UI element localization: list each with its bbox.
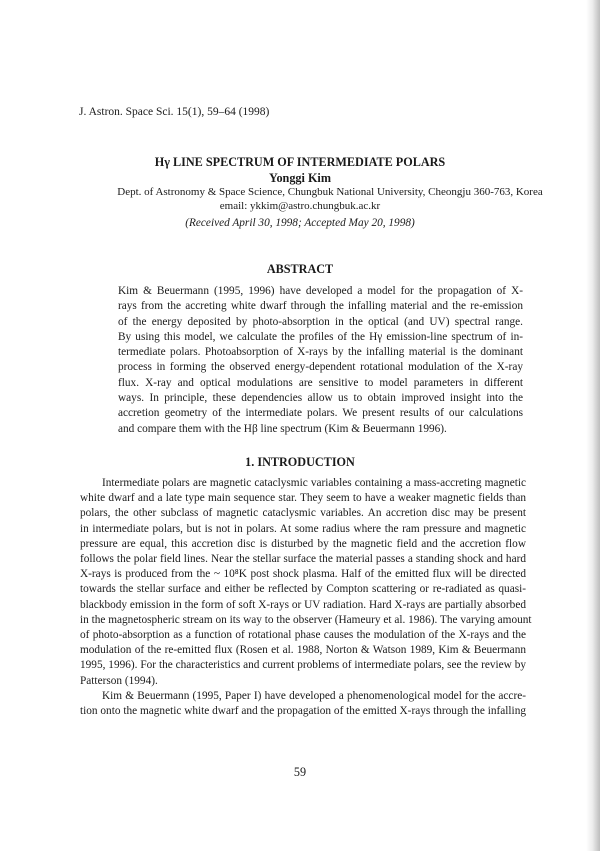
introduction-body [80, 476, 532, 719]
abstract-line: process in forming the observed energy-dependent rotational modulation of the X-ray [118, 361, 523, 374]
body-line: tion onto the magnetic white dwarf and the propagation of the emitted X-rays through the infalling [80, 705, 526, 718]
body-line: polars, the other subclass of magnetic cataclysmic variables. An accretion disc may be present [80, 507, 526, 520]
abstract-line: accretion geometry of the intermediate polars. We present results of our calculations [118, 407, 523, 420]
abstract-line: flux. X-ray and optical modulations are sensitive to model parameters in different [118, 376, 523, 389]
abstract-line: and compare them with the Hβ line spectrum (Kim & Beuermann 1996). [118, 422, 447, 435]
body-line: follows the polar field lines. Near the stellar surface the material passes a standing shock and hard [80, 553, 526, 566]
page-number: 59 [293, 765, 307, 779]
body-line: Intermediate polars are magnetic cataclysmic variables containing a mass-accreting magnetic [102, 477, 526, 489]
author-email: email: ykkim@astro.chungbuk.ac.kr [219, 200, 381, 212]
abstract-line: of the energy deposited by photo-absorption in the optical (and UV) spectral range. [118, 315, 523, 328]
body-line: modulation of the re-emitted flux (Rosen et al. 1988, Norton & Watson 1989, Kim & Beuermann [80, 644, 526, 657]
author-name: Yonggi Kim [269, 171, 331, 185]
body-line: towards the stellar surface and either be reflected by Compton scattering or re-radiated as quasi- [80, 583, 526, 596]
abstract-line: Kim & Beuermann (1995, 1996) have developed a model for the propagation of X- [118, 285, 523, 297]
page-edge-shadow [586, 0, 600, 851]
received-dates: (Received April 30, 1998; Accepted May 20, 1998) [185, 217, 415, 229]
section-heading-introduction: 1. INTRODUCTION [245, 455, 355, 469]
body-line: 1995, 1996). For the characteristics and current problems of intermediate polars, see the review by [80, 659, 526, 672]
body-line: in intermediate polars, but is not in polars. At some radius where the ram pressure and magnetic [80, 522, 526, 535]
body-line: of photo-absorption as a function of rotational phase causes the modulation of the X-rays and the [80, 629, 526, 642]
body-line: Kim & Beuermann (1995, Paper I) have developed a phenomenological model for the accre- [102, 689, 526, 702]
body-line: white dwarf and a late type main sequence star. They seem to have a weaker magnetic fields than [80, 492, 526, 505]
abstract-line: ways. In principle, these dependencies allow us to obtain improved insight into the [118, 392, 523, 405]
body-line: blackbody emission in the form of soft X-rays or UV radiation. Hard X-rays are partially absorbed [80, 598, 526, 611]
abstract-heading: ABSTRACT [266, 262, 334, 276]
author-affiliation: Dept. of Astronomy & Space Science, Chungbuk National University, Cheongju 360-763, Korea [117, 186, 543, 198]
body-line: Patterson (1994). [80, 674, 158, 687]
body-line: X-rays is produced from the ~ 10⁸K post shock plasma. Half of the emitted flux will be directed [80, 568, 526, 581]
journal-citation: J. Astron. Space Sci. 15(1), 59–64 (1998) [79, 106, 270, 118]
body-line: pressure are equal, this accretion disc is disturbed by the magnetic field and the accretion flow [80, 537, 526, 550]
paper-title: Hγ LINE SPECTRUM OF INTERMEDIATE POLARS [154, 155, 446, 169]
abstract-line: termediate polars. Photoabsorption of X-rays by the infalling material is the dominant [118, 346, 523, 359]
body-line: in the magnetospheric stream on its way to the observer (Hameury et al. 1986). The varying amount [80, 613, 532, 626]
abstract-line: By using this model, we calculate the profiles of the Hγ emission-line spectrum of in- [118, 330, 523, 343]
abstract-body [118, 284, 523, 437]
abstract-line: rays from the accreting white dwarf through the infalling material and the re-emission [118, 300, 523, 313]
